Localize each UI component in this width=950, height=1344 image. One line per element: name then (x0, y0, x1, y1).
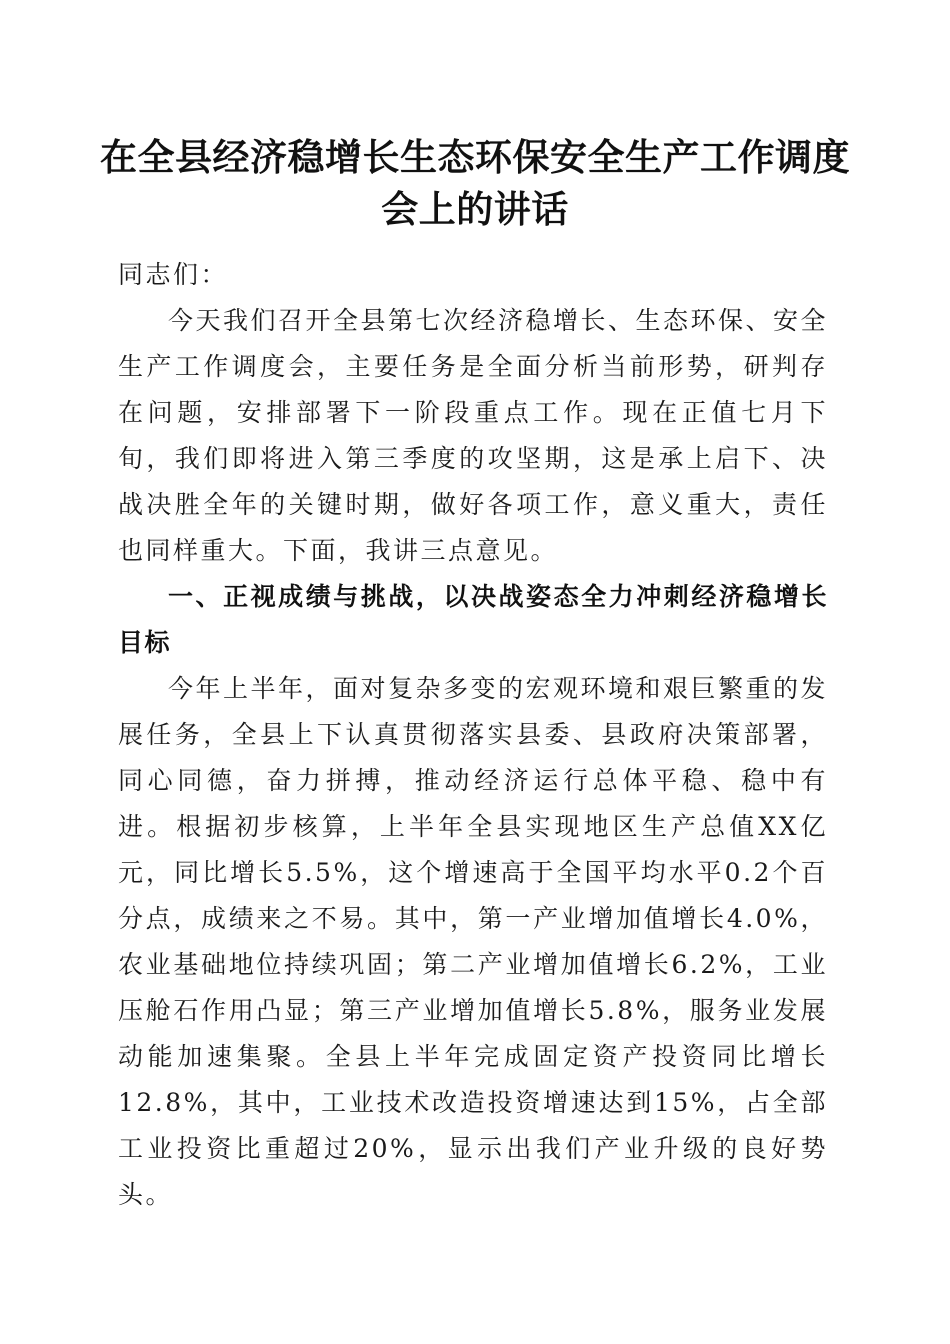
title-line-2: 会上的讲话 (381, 188, 569, 231)
section-paragraph-1: 今年上半年，面对复杂多变的宏观环境和艰巨繁重的发展任务，全县上下认真贯彻落实县委、县政府决策部署，同心同德，奋力拼搏，推动经济运行总体平稳、稳中有进。根据初步核算，上半年全县实现地区生产总值XX亿元，同比增长5.5%，这个增速高于全国平均水平0.2个百分点，成绩来之不易。其中，第一产业增加值增长4.0%，农业基础地位持续巩固；第二产业增加值增长6.2%，工业压舱石作用凸显；第三产业增加值增长5.8%，服务业发展动能加速集聚。全县上半年完成固定资产投资同比增长12.8%，其中，工业技术改造投资增速达到15%，占全部工业投资比重超过20%，显示出我们产业升级的良好势头。 (118, 674, 829, 1209)
title-line-1: 在全县经济稳增长生态环保安全生产工作调度 (100, 136, 850, 179)
document-title (100, 132, 850, 236)
intro-paragraph: 今天我们召开全县第七次经济稳增长、生态环保、安全生产工作调度会，主要任务是全面分析当前形势，研判存在问题，安排部署下一阶段重点工作。现在正值七月下旬，我们即将进入第三季度的攻坚期，这是承上启下、决战决胜全年的关键时期，做好各项工作，意义重大，责任也同样重大。下面，我讲三点意见。 (118, 306, 829, 565)
salutation: 同志们： (118, 260, 229, 289)
section-heading-1: 一、正视成绩与挑战，以决战姿态全力冲刺经济稳增长目标 (118, 582, 828, 657)
document-body (118, 252, 828, 1218)
